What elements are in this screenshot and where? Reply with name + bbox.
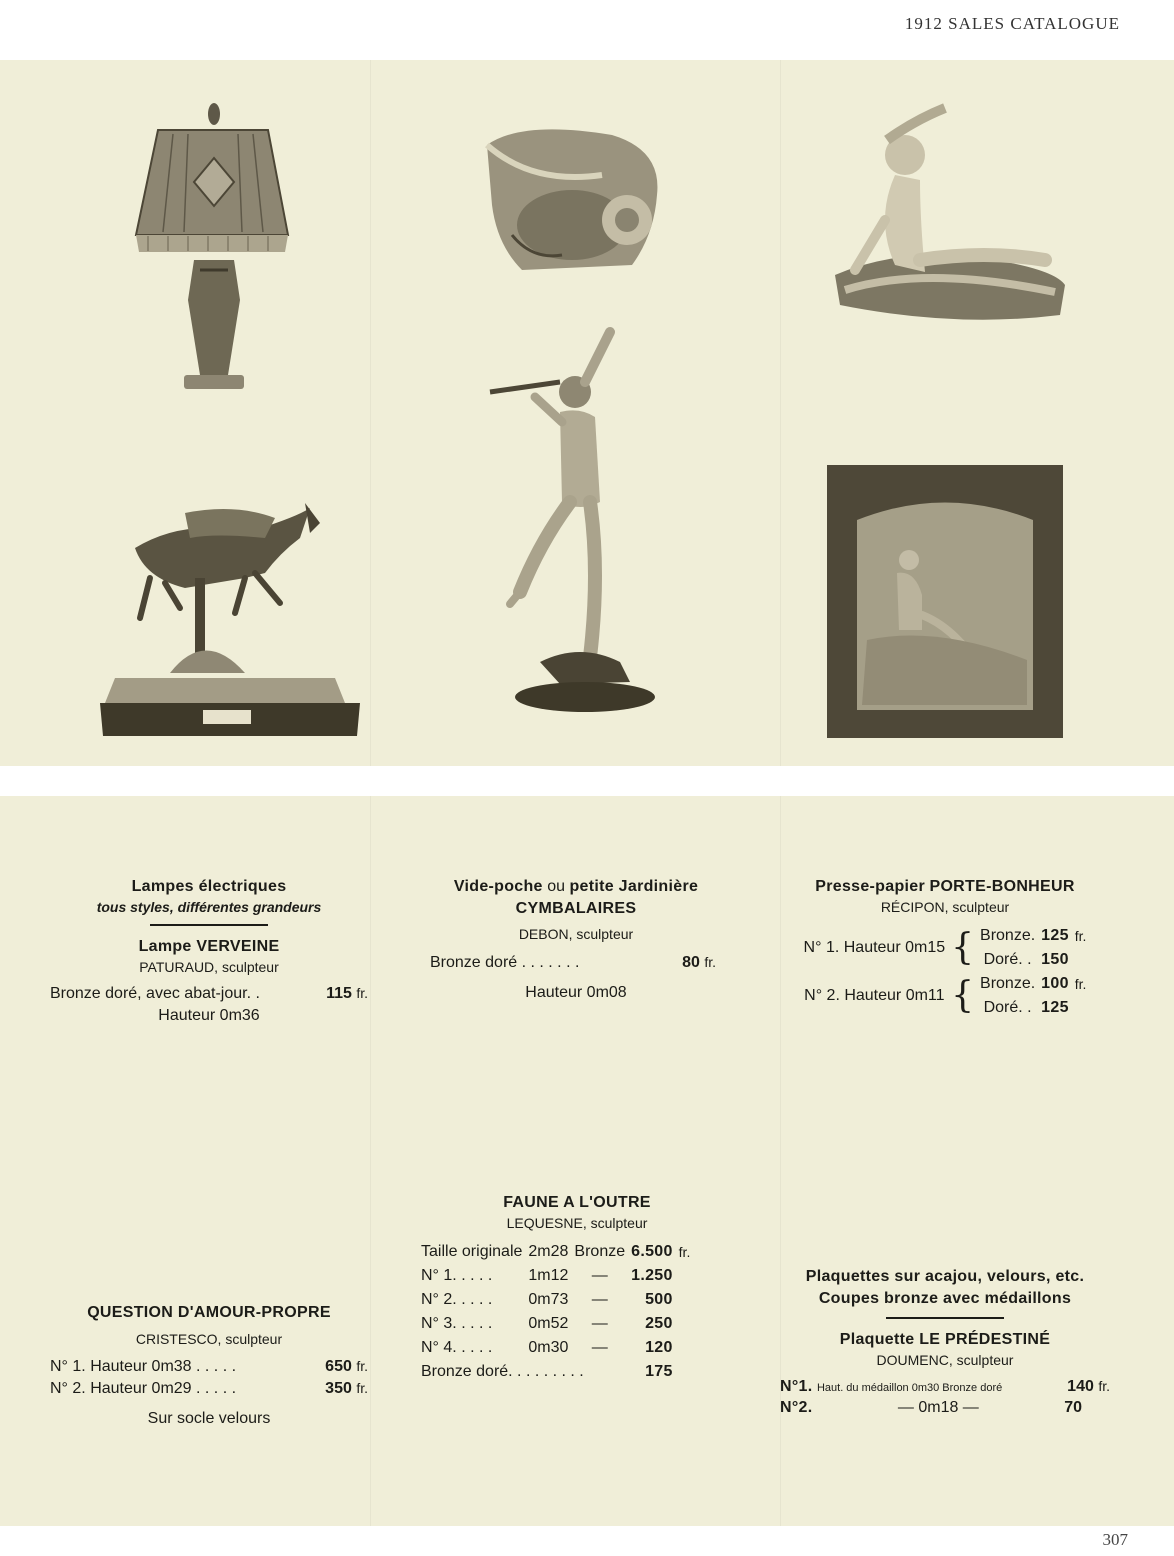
videpoche-section (430, 876, 722, 1003)
question-note: Sur socle velours (147, 1409, 271, 1427)
presse-heading-a: Presse-papier (815, 878, 926, 895)
lampes-section (50, 876, 368, 1026)
plaquette-n1-desc: Haut. du médaillon 0m30 Bronze doré (816, 1381, 1003, 1394)
plaquette-n2: N°2. (780, 1399, 813, 1417)
plaquette-n1: N°1. (780, 1377, 813, 1395)
faune-row (418, 1336, 693, 1360)
plaquettes-heading-b: Coupes bronze avec médaillons (818, 1289, 1072, 1307)
faune-row-size: 0m73 (528, 1291, 569, 1309)
faune-price-table (418, 1240, 693, 1384)
plaquette-n2-desc: — 0m18 — (897, 1399, 979, 1417)
faune-row (418, 1288, 693, 1312)
faune-row-price: 250 (645, 1315, 673, 1333)
faune-row-unit: fr. (678, 1244, 691, 1261)
faune-row-label: Taille originale (421, 1243, 523, 1261)
faune-row-material: — (591, 1339, 608, 1357)
presse-n1: N° 1. Hauteur 0m15 (803, 939, 946, 957)
faune-row-price: 1.250 (631, 1267, 673, 1285)
lampe-height: Hauteur 0m36 (158, 1006, 260, 1024)
question-unit: fr. (356, 1358, 368, 1375)
page-number: 307 (1102, 1530, 1128, 1549)
presse-n2-dore: Doré. . (983, 999, 1032, 1017)
question-n1-price: 650 (325, 1358, 352, 1376)
plaquette-n1-price: 140 (1067, 1377, 1094, 1395)
videpoche-sculptor: DEBON, sculpteur (518, 926, 634, 943)
plaquette-n2-price: 70 (1064, 1399, 1082, 1417)
faune-last-price: 175 (645, 1363, 673, 1381)
plaquette-le-predestine-image (827, 465, 1063, 738)
faune-row (418, 1240, 693, 1264)
lampe-price-line: Bronze doré, avec abat-jour. . (50, 984, 260, 1002)
plaquette-title-name: LE PRÉDESTINÉ (919, 1331, 1051, 1349)
presse-n1-dore-price: 150 (1041, 951, 1069, 969)
porte-bonheur-image (825, 100, 1070, 330)
question-title: QUESTION D'AMOUR-PROPRE (87, 1304, 331, 1321)
presse-n1-dore: Doré. . (983, 951, 1032, 969)
faune-row-label: N° 1. . . . . (421, 1267, 493, 1285)
divider-rule (886, 1317, 1004, 1319)
videpoche-price: 80 (682, 954, 700, 972)
lampe-sculptor: PATURAUD, sculpteur (139, 959, 279, 976)
faune-a-l-outre-image (480, 322, 680, 717)
plaquette-sculptor: DOUMENC, sculpteur (876, 1351, 1014, 1368)
plaquette-n1-unit: fr. (1098, 1377, 1110, 1394)
vide-poche-image (482, 125, 677, 275)
faune-row (418, 1360, 693, 1384)
videpoche-height: Hauteur 0m08 (525, 983, 627, 1001)
videpoche-name: CYMBALAIRES (515, 899, 637, 917)
faune-row-label: N° 2. . . . . (421, 1291, 493, 1309)
videpoche-heading-b: petite Jardinière (569, 878, 699, 895)
presse-n2-bronze-price: 100 (1041, 975, 1069, 993)
faune-sculptor: LEQUESNE, sculpteur (506, 1214, 648, 1231)
lampes-heading: Lampes électriques (131, 878, 287, 895)
faune-row-material: — (591, 1267, 608, 1285)
presse-n2-unit: fr. (1074, 976, 1087, 993)
question-sculptor: CRISTESCO, sculpteur (135, 1330, 283, 1347)
plaquettes-section (770, 1266, 1120, 1419)
lampe-unit: fr. (356, 984, 368, 1001)
presse-n1-bronze-price: 125 (1041, 927, 1069, 945)
plaquette-title-prefix: Plaquette (839, 1331, 915, 1349)
question-section (50, 1302, 368, 1429)
presse-section (780, 876, 1110, 1020)
divider-rule (150, 924, 268, 926)
presse-n2: N° 2. Hauteur 0m11 (804, 987, 945, 1005)
videpoche-unit: fr. (704, 954, 716, 971)
faune-last-label: Bronze doré. . . . . . . . . (421, 1363, 584, 1381)
lampe-price: 115 (326, 984, 352, 1002)
faune-row-material: — (591, 1291, 608, 1309)
faune-row-label: N° 4. . . . . (421, 1339, 493, 1357)
faune-row-material: Bronze (574, 1243, 626, 1261)
plaquettes-heading-a: Plaquettes sur acajou, velours, etc. (805, 1268, 1085, 1285)
faune-section (418, 1192, 736, 1384)
videpoche-price-line: Bronze doré . . . . . . . (430, 954, 580, 972)
lampe-title-prefix: Lampe (138, 938, 192, 956)
faune-row-size: 0m30 (528, 1339, 569, 1357)
question-unit: fr. (356, 1380, 368, 1397)
presse-n1-unit: fr. (1074, 928, 1087, 945)
brace-symbol: { (951, 927, 975, 969)
faune-row-size: 1m12 (528, 1267, 569, 1285)
presse-heading-b: PORTE-BONHEUR (929, 878, 1075, 895)
faune-row-size: 2m28 (528, 1243, 569, 1261)
faune-row-price: 500 (645, 1291, 673, 1309)
question-n1: N° 1. Hauteur 0m38 . . . . . (50, 1358, 237, 1376)
videpoche-heading-a: Vide-poche (453, 878, 543, 895)
lamp-verveine-image (128, 100, 293, 395)
faune-row-size: 0m52 (528, 1315, 569, 1333)
lampes-subheading: tous styles, différentes grandeurs (96, 898, 322, 915)
question-amour-propre-image (95, 478, 365, 740)
faune-row-price: 120 (645, 1339, 673, 1357)
presse-n2-bronze: Bronze. (980, 975, 1036, 993)
faune-row (418, 1264, 693, 1288)
presse-n1-bronze: Bronze. (980, 927, 1036, 945)
brace-symbol: { (951, 975, 975, 1017)
faune-title: FAUNE A L'OUTRE (503, 1194, 651, 1211)
presse-sculptor: RÉCIPON, sculpteur (880, 898, 1010, 915)
question-n2: N° 2. Hauteur 0m29 . . . . . (50, 1380, 237, 1398)
faune-row (418, 1312, 693, 1336)
faune-row-material: — (591, 1315, 608, 1333)
lampe-title-name: VERVEINE (196, 938, 280, 956)
videpoche-heading-or: ou (547, 878, 566, 895)
presse-price-table (801, 924, 1090, 1020)
question-n2-price: 350 (325, 1380, 352, 1398)
page-header: 1912 SALES CATALOGUE (904, 14, 1120, 33)
presse-n2-dore-price: 125 (1041, 999, 1069, 1017)
faune-row-label: N° 3. . . . . (421, 1315, 493, 1333)
faune-row-price: 6.500 (631, 1243, 673, 1261)
